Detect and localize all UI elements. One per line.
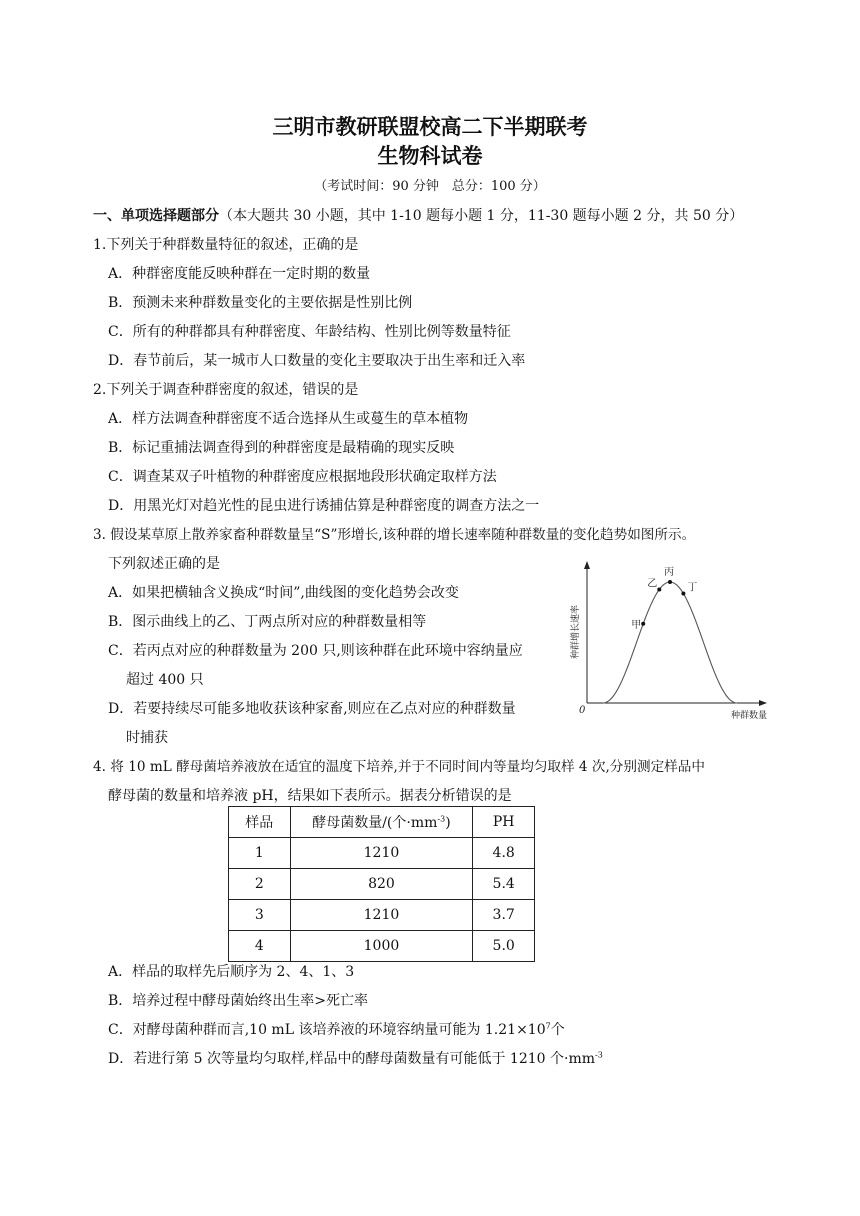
x-axis-label: 种群数量 (730, 711, 768, 721)
q3-option-a: A．如果把横轴含义换成“时间”,曲线图的变化趋势会改变 (108, 585, 459, 601)
q3-option-d-line2: 时捕获 (126, 730, 168, 746)
cell-ph: 5.4 (473, 869, 535, 900)
cell-sample: 4 (229, 931, 291, 962)
y-axis-arrow (584, 561, 590, 569)
q1-option-a: A．种群密度能反映种群在一定时期的数量 (108, 266, 371, 282)
cell-sample: 2 (229, 869, 291, 900)
cell-sample: 1 (229, 838, 291, 869)
table-row (229, 838, 535, 869)
q3-stem-line1: 3. 假设某草原上散养家畜种群数量呈“S”形增长,该种群的增长速率随种群数量的变化趋势如图所示。 (93, 527, 696, 543)
q4-option-c: C．对酵母菌种群而言,10 mL 该培养液的环境容纳量可能为 $1.21\times 10^7$个 (108, 1021, 565, 1038)
q3-option-b: B．图示曲线上的乙、丁两点所对应的种群数量相等 (108, 614, 427, 630)
point-0 (641, 622, 645, 626)
growth-curve (603, 582, 737, 703)
point-label-0: 甲 (631, 619, 642, 631)
section-note: （本大题共 30 小题，其中 1-10 题每小题 1 分，11-30 题每小题 2 分，共 50 分） (219, 208, 744, 224)
x-axis-arrow (759, 700, 767, 706)
y-axis-label: 种群增长速率 (571, 604, 581, 660)
q2-option-c: C．调查某双子叶植物的种群密度应根据地段形状确定取样方法 (108, 469, 497, 485)
yeast-data-table (228, 806, 535, 962)
cell-sample: 3 (229, 900, 291, 931)
q1-option-b: B．预测未来种群数量变化的主要依据是性别比例 (108, 295, 413, 311)
q3-stem-line2: 下列叙述正确的是 (108, 556, 220, 572)
cell-ph: 4.8 (473, 838, 535, 869)
q1-stem: 1.下列关于种群数量特征的叙述，正确的是 (93, 237, 359, 253)
header-yeast-count: 酵母菌数量/(个$\cdot mm^{-3}$) (290, 807, 473, 838)
point-label-1: 乙 (647, 578, 658, 590)
q4-option-a: A．样品的取样先后顺序为 2、4、1、3 (108, 964, 355, 980)
q3-option-c-line1: C．若丙点对应的种群数量为 200 只,则该种群在此环境中容纳量应 (108, 643, 523, 659)
cell-count: 1210 (290, 838, 473, 869)
q4-stem-line1: 4. 将 10 mL 酵母菌培养液放在适宜的温度下培养,并于不同时间内等量均匀取样 4 次,分别测定样品中 (93, 759, 705, 775)
point-1 (657, 587, 661, 591)
q2-option-b: B．标记重捕法调查得到的种群密度是最精确的现实反映 (108, 440, 455, 456)
cell-count: 820 (290, 869, 473, 900)
table-row (229, 931, 535, 962)
q2-option-a: A．样方法调查种群密度不适合选择从生或蔓生的草本植物 (108, 411, 469, 427)
table-header-row (229, 807, 535, 838)
q3-option-d-line1: D．若要持续尽可能多地收获该种家畜,则应在乙点对应的种群数量 (108, 701, 516, 717)
q1-option-c: C．所有的种群都具有种群密度、年龄结构、性别比例等数量特征 (108, 324, 511, 340)
cell-count: 1210 (290, 900, 473, 931)
point-label-2: 丙 (664, 567, 674, 578)
table-row (229, 900, 535, 931)
cell-count: 1000 (290, 931, 473, 962)
growth-rate-chart (565, 560, 775, 725)
q2-stem: 2.下列关于调查种群密度的叙述，错误的是 (93, 382, 359, 398)
q4-option-d: D．若进行第 5 次等量均匀取样,样品中的酵母菌数量有可能低于 1210 个$\cdot mm^{-3}$ (108, 1050, 603, 1067)
cell-ph: 3.7 (473, 900, 535, 931)
section-heading (93, 207, 743, 225)
q4-option-b: B．培养过程中酵母菌始终出生率>死亡率 (108, 993, 369, 1009)
q4-stem-line2: 酵母菌的数量和培养液 pH，结果如下表所示。据表分析错误的是 (108, 788, 512, 804)
q1-option-d: D．春节前后，某一城市人口数量的变化主要取决于出生率和迁入率 (108, 353, 526, 369)
exam-title: 三明市教研联盟校高二下半期联考 (272, 114, 588, 139)
point-label-3: 丁 (687, 582, 698, 594)
q2-option-d: D．用黑光灯对趋光性的昆虫进行诱捕估算是种群密度的调查方法之一 (108, 498, 540, 514)
exam-subject: 生物科试卷 (377, 143, 483, 168)
cell-ph: 5.0 (473, 931, 535, 962)
q3-option-c-line2: 超过 400 只 (126, 672, 204, 688)
exam-info: （考试时间：90 分钟 总分：100 分） (314, 179, 546, 194)
header-sample: 样品 (229, 807, 291, 838)
header-ph: PH (473, 807, 535, 838)
section-title: 一、单项选择题部分 (93, 208, 219, 224)
origin-label: 0 (579, 705, 586, 716)
point-3 (681, 592, 685, 596)
point-2 (668, 580, 672, 584)
table-row (229, 869, 535, 900)
